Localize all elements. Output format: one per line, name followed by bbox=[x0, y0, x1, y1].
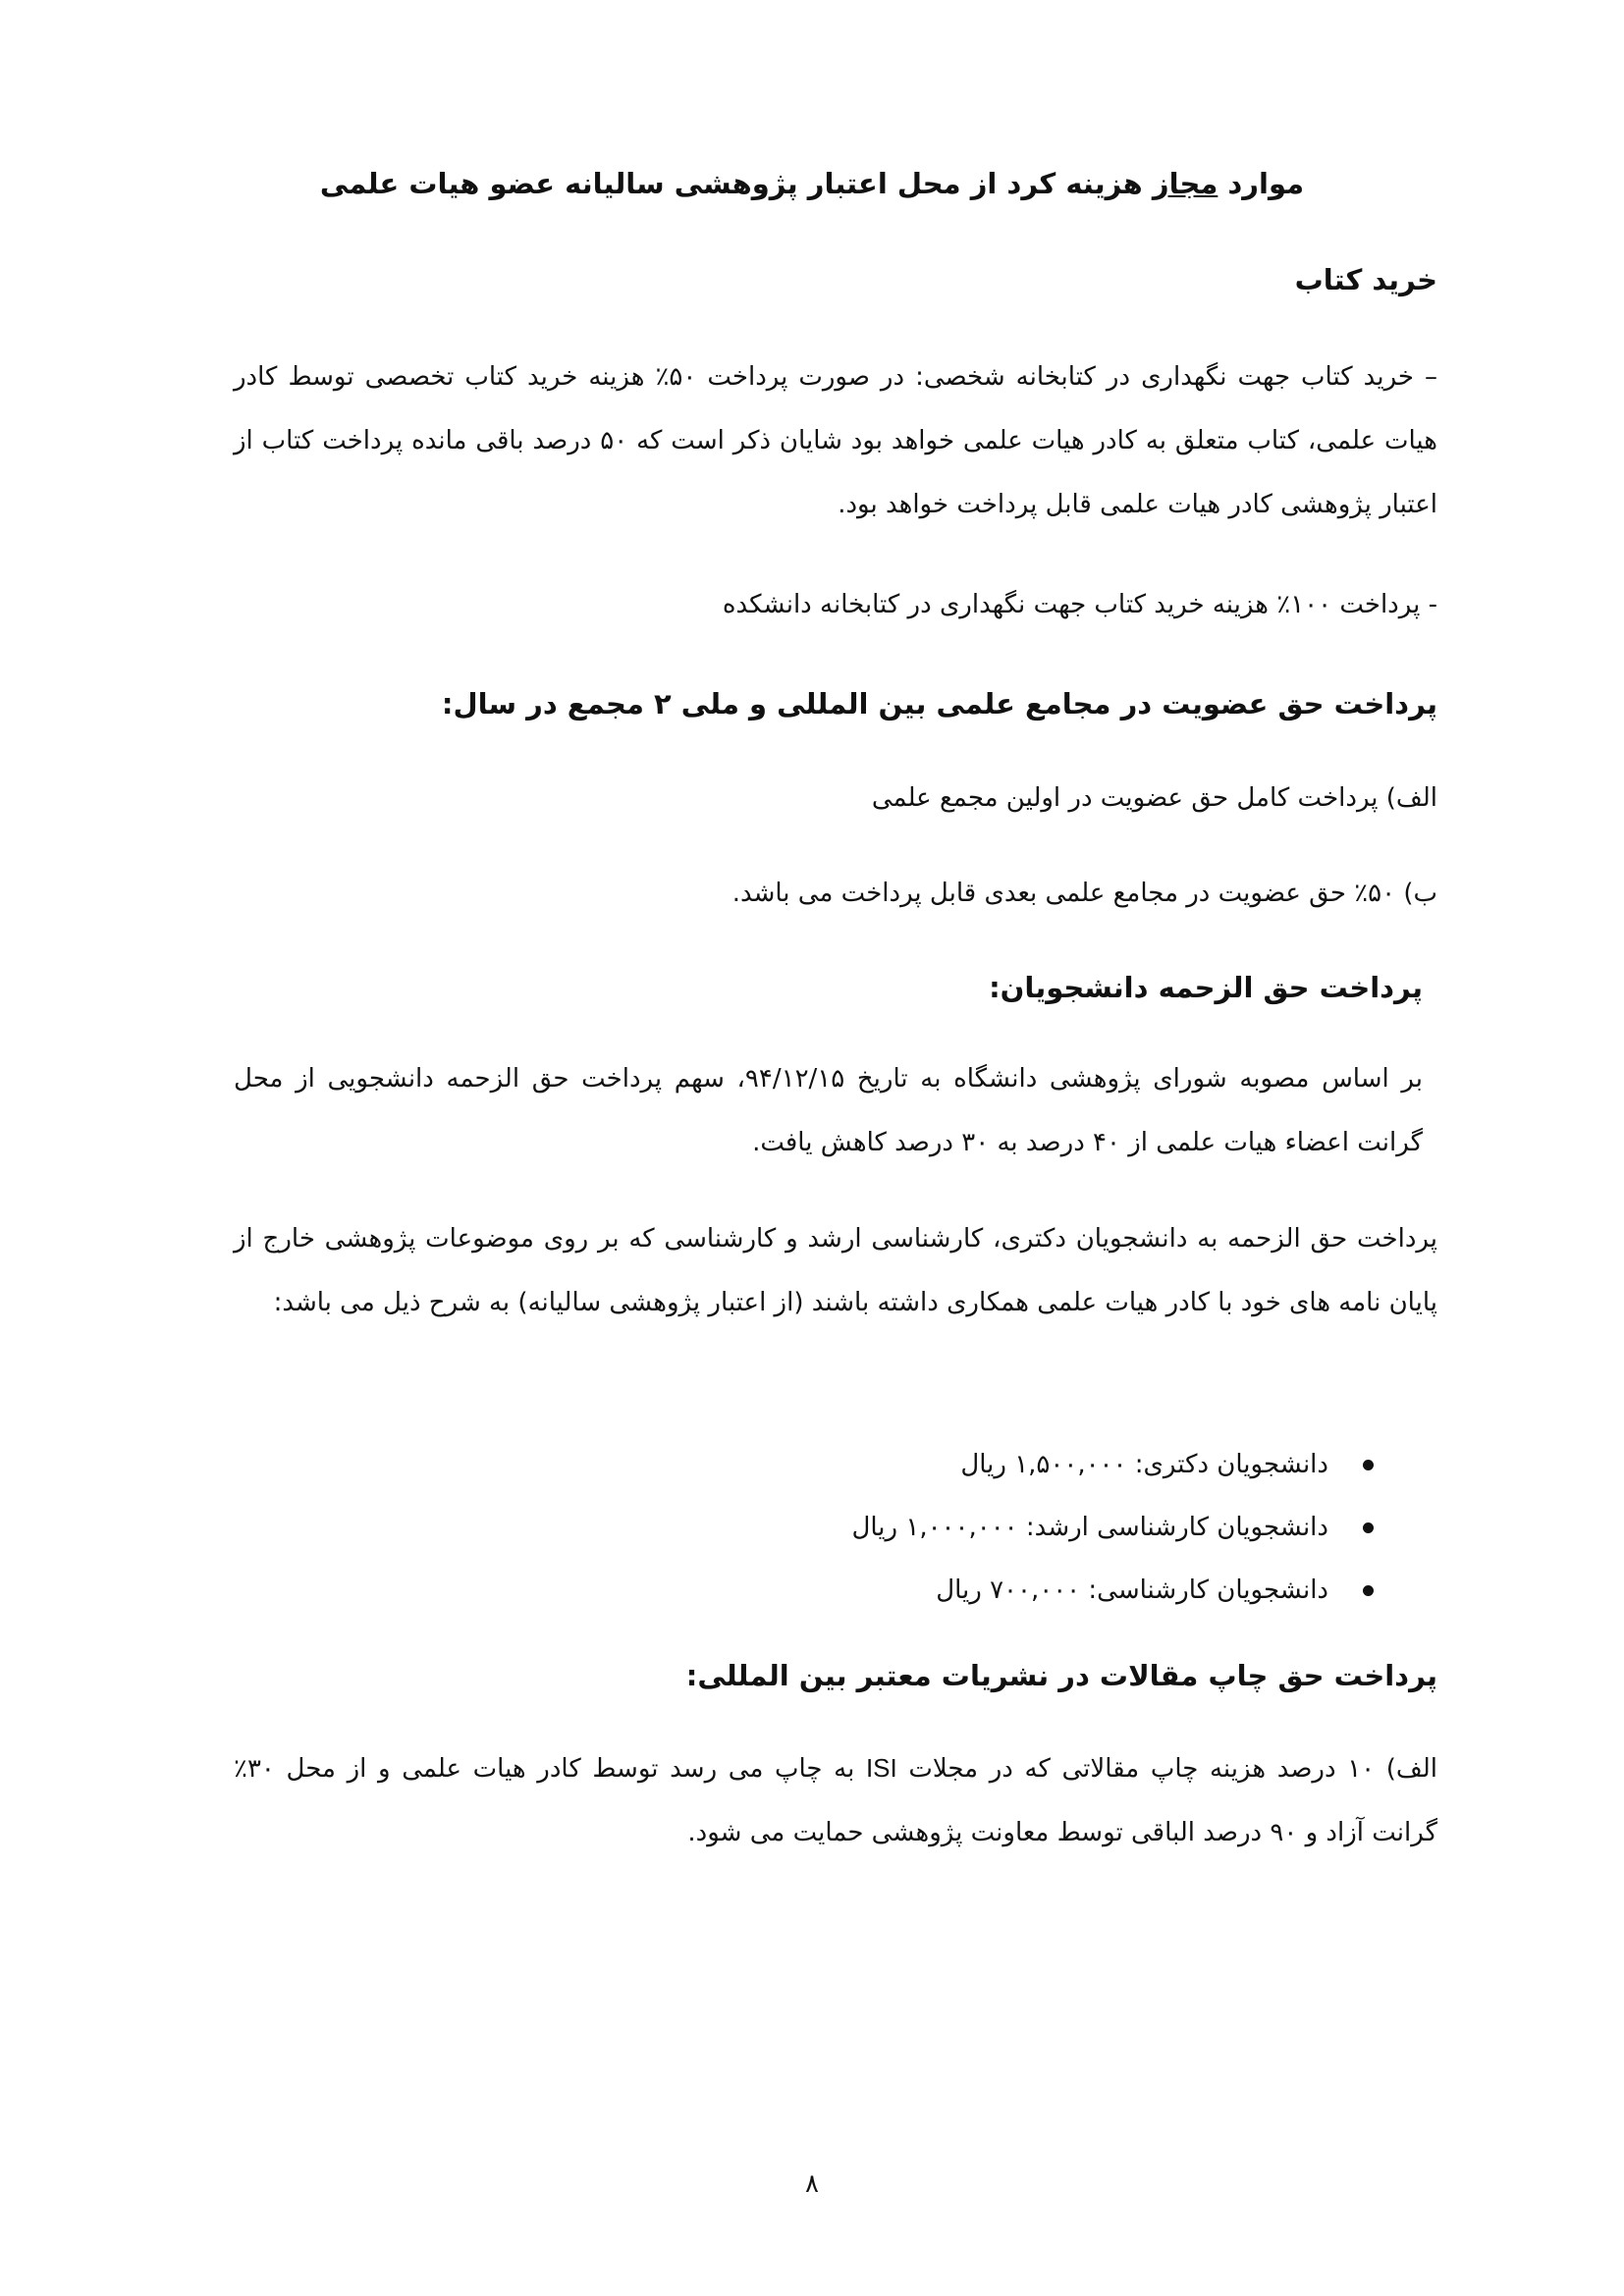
title-after: هزینه کرد از محل اعتبار پژوهشی سالیانه عضو هیات علمی bbox=[319, 167, 1153, 200]
paragraph-student-payment: پرداخت حق الزحمه به دانشجویان دکتری، کارشناسی ارشد و کارشناسی که بر روی موضوعات پژوهشی خارج از پایان نامه های خود با کادر هیات علمی همکاری داشته باشند (از اعتبار پژوهشی سالیانه) به شرح ذیل می باشد: bbox=[234, 1224, 1437, 1317]
list-item-text: دانشجویان کارشناسی: ۷۰۰,۰۰۰ ریال bbox=[936, 1575, 1328, 1605]
membership-item-a: الف) پرداخت کامل حق عضویت در اولین مجمع علمی bbox=[871, 783, 1437, 813]
bullet-icon bbox=[1363, 1522, 1374, 1533]
bullet-icon bbox=[1363, 1460, 1374, 1470]
list-item-text: دانشجویان کارشناسی ارشد: ۱,۰۰۰,۰۰۰ ریال bbox=[851, 1513, 1328, 1542]
page-number: ۸ bbox=[805, 2169, 819, 2199]
paragraph-personal-library: – خرید کتاب جهت نگهداری در کتابخانه شخصی: در صورت پرداخت ۵۰٪ هزینه خرید کتاب تخصصی توسط کادر هیات علمی، کتاب متعلق به کادر هیات علمی خواهد بود شایان ذکر است که ۵۰ درصد باقی مانده پرداخت کتاب از اعتبار پژوهشی کادر هیات علمی قابل پرداخت خواهد بود. bbox=[234, 362, 1438, 519]
list-item bbox=[393, 1433, 1374, 1496]
list-item-text: دانشجویان دکتری: ۱,۵۰۰,۰۰۰ ریال bbox=[960, 1450, 1328, 1479]
isi-paragraph-start: الف) ۱۰ درصد هزینه چاپ مقالاتی که در مجلات bbox=[896, 1754, 1437, 1784]
isi-label: ISI bbox=[865, 1753, 897, 1783]
membership-item-b: ب) ۵۰٪ حق عضویت در مجامع علمی بعدی قابل پرداخت می باشد. bbox=[731, 879, 1437, 908]
student-fee-list bbox=[393, 1433, 1374, 1622]
paragraph-isi-articles bbox=[234, 1736, 1437, 1865]
paragraph-faculty-library: - پرداخت ۱۰۰٪ هزینه خرید کتاب جهت نگهداری در کتابخانه دانشکده bbox=[722, 590, 1437, 619]
page-title bbox=[0, 167, 1624, 200]
title-before: موارد bbox=[1218, 167, 1305, 200]
title-underlined-word: مجاز bbox=[1152, 167, 1218, 200]
list-item bbox=[393, 1559, 1374, 1622]
paragraph-council-resolution: بر اساس مصوبه شورای پژوهشی دانشگاه به تاریخ ۹۴/۱۲/۱۵، سهم پرداخت حق الزحمه دانشجویی از محل گرانت اعضاء هیات علمی از ۴۰ درصد به ۳۰ درصد کاهش یافت. bbox=[234, 1064, 1423, 1157]
bullet-icon bbox=[1363, 1585, 1374, 1596]
heading-book-purchase: خرید کتاب bbox=[1294, 263, 1437, 296]
heading-membership-fees: پرداخت حق عضویت در مجامع علمی بین المللی و ملی ۲ مجمع در سال: bbox=[441, 687, 1437, 721]
isi-paragraph-end: به چاپ می رسد توسط کادر هیات علمی و از محل ۳۰٪ گرانت آزاد و ۹۰ درصد الباقی توسط معاونت پژوهشی حمایت می شود. bbox=[234, 1754, 1437, 1847]
list-item bbox=[393, 1496, 1374, 1559]
heading-student-fees: پرداخت حق الزحمه دانشجویان: bbox=[989, 971, 1423, 1004]
heading-article-fees: پرداخت حق چاپ مقالات در نشریات معتبر بین المللی: bbox=[685, 1659, 1437, 1692]
